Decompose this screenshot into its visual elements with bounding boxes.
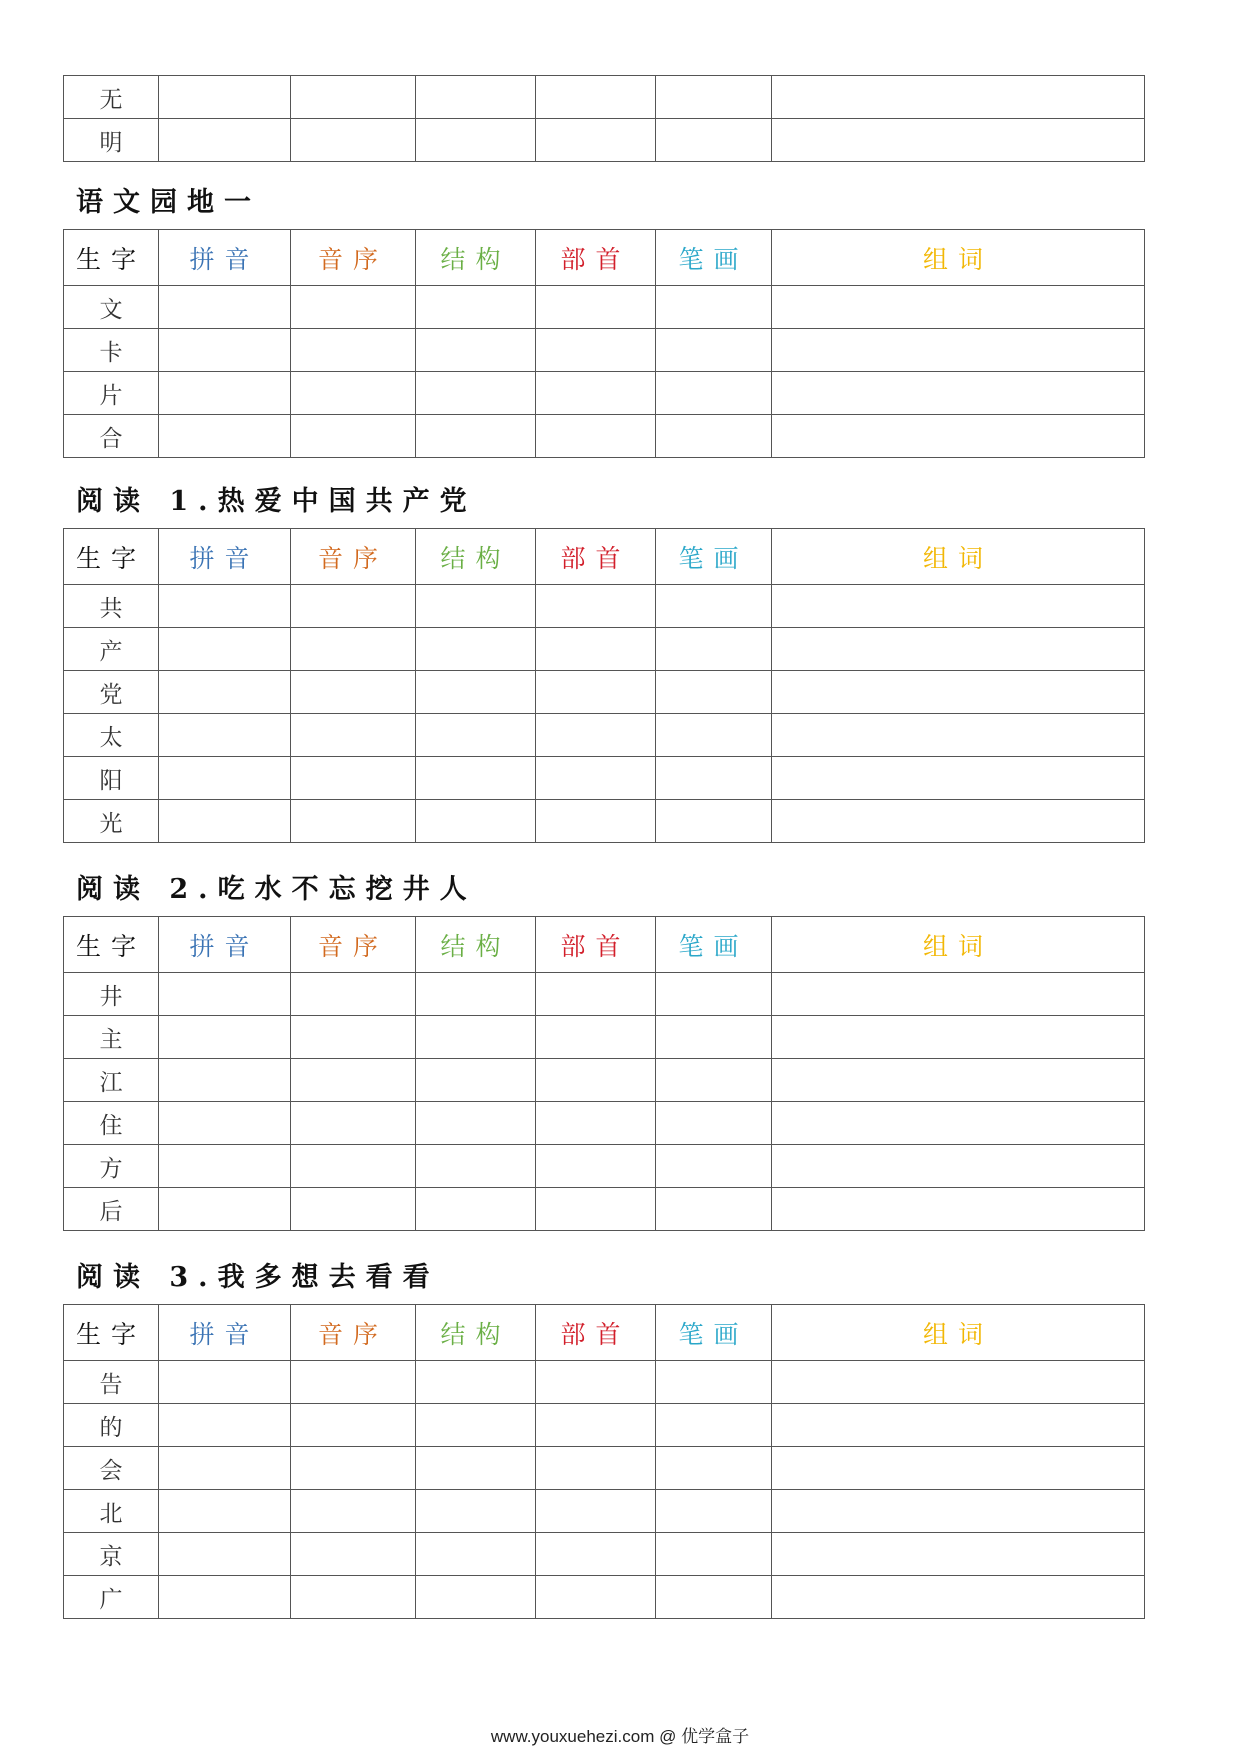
strokes-cell[interactable] [656, 1404, 772, 1447]
strokes-cell[interactable] [656, 1016, 772, 1059]
radical-cell[interactable] [536, 585, 656, 628]
radical-cell[interactable] [536, 800, 656, 843]
pinyin-cell[interactable] [159, 372, 291, 415]
structure-cell[interactable] [416, 671, 536, 714]
char-cell: 太 [64, 714, 159, 757]
structure-cell[interactable] [416, 800, 536, 843]
header-strokes: 笔画 [656, 529, 772, 585]
structure-cell[interactable] [416, 415, 536, 458]
strokes-cell[interactable] [656, 973, 772, 1016]
order-cell[interactable] [291, 1361, 416, 1404]
char-cell: 住 [64, 1102, 159, 1145]
order-cell[interactable] [291, 1404, 416, 1447]
table-row [64, 714, 1145, 757]
char-cell: 告 [64, 1361, 159, 1404]
order-cell[interactable] [291, 415, 416, 458]
char-cell: 卡 [64, 329, 159, 372]
words-cell[interactable] [772, 76, 1145, 119]
strokes-cell[interactable] [656, 757, 772, 800]
order-cell[interactable] [291, 119, 416, 162]
char-cell: 北 [64, 1490, 159, 1533]
header-pinyin: 拼音 [159, 230, 291, 286]
header-structure: 结构 [416, 529, 536, 585]
section-title: 语文园地一 [76, 187, 261, 218]
char-cell: 光 [64, 800, 159, 843]
strokes-cell[interactable] [656, 1576, 772, 1619]
pinyin-cell[interactable] [159, 1145, 291, 1188]
order-cell[interactable] [291, 628, 416, 671]
radical-cell[interactable] [536, 1361, 656, 1404]
structure-cell[interactable] [416, 1361, 536, 1404]
radical-cell[interactable] [536, 1576, 656, 1619]
words-cell[interactable] [772, 286, 1145, 329]
table-row [64, 286, 1145, 329]
section-title: 阅读 3.我多想去看看 [76, 1262, 440, 1293]
strokes-cell[interactable] [656, 1102, 772, 1145]
pinyin-cell[interactable] [159, 757, 291, 800]
structure-cell[interactable] [416, 1576, 536, 1619]
pinyin-cell[interactable] [159, 76, 291, 119]
header-radical: 部首 [536, 230, 656, 286]
order-cell[interactable] [291, 1145, 416, 1188]
words-cell[interactable] [772, 714, 1145, 757]
pinyin-cell[interactable] [159, 1188, 291, 1231]
char-cell: 井 [64, 973, 159, 1016]
pinyin-cell[interactable] [159, 1059, 291, 1102]
structure-cell[interactable] [416, 119, 536, 162]
char-table-2 [63, 916, 1145, 1231]
radical-cell[interactable] [536, 1447, 656, 1490]
words-cell[interactable] [772, 671, 1145, 714]
words-cell[interactable] [772, 1490, 1145, 1533]
header-order: 音序 [291, 1305, 416, 1361]
header-structure: 结构 [416, 1305, 536, 1361]
strokes-cell[interactable] [656, 329, 772, 372]
header-char: 生字 [64, 529, 159, 585]
strokes-cell[interactable] [656, 1059, 772, 1102]
partial-char-table [63, 75, 1145, 162]
order-cell[interactable] [291, 329, 416, 372]
table-row [64, 1016, 1145, 1059]
header-row [64, 917, 1145, 973]
strokes-cell[interactable] [656, 628, 772, 671]
radical-cell[interactable] [536, 1490, 656, 1533]
table-row [64, 757, 1145, 800]
char-table-1 [63, 528, 1145, 843]
order-cell[interactable] [291, 671, 416, 714]
radical-cell[interactable] [536, 671, 656, 714]
pinyin-cell[interactable] [159, 1404, 291, 1447]
strokes-cell[interactable] [656, 286, 772, 329]
table-row [64, 1361, 1145, 1404]
header-strokes: 笔画 [656, 1305, 772, 1361]
words-cell[interactable] [772, 1361, 1145, 1404]
char-cell: 产 [64, 628, 159, 671]
pinyin-cell[interactable] [159, 286, 291, 329]
char-cell: 广 [64, 1576, 159, 1619]
pinyin-cell[interactable] [159, 628, 291, 671]
words-cell[interactable] [772, 757, 1145, 800]
char-cell: 片 [64, 372, 159, 415]
table-row [64, 329, 1145, 372]
order-cell[interactable] [291, 372, 416, 415]
pinyin-cell[interactable] [159, 415, 291, 458]
radical-cell[interactable] [536, 1059, 656, 1102]
strokes-cell[interactable] [656, 714, 772, 757]
structure-cell[interactable] [416, 1016, 536, 1059]
order-cell[interactable] [291, 757, 416, 800]
words-cell[interactable] [772, 415, 1145, 458]
header-words: 组词 [772, 529, 1145, 585]
structure-cell[interactable] [416, 1188, 536, 1231]
order-cell[interactable] [291, 286, 416, 329]
words-cell[interactable] [772, 800, 1145, 843]
strokes-cell[interactable] [656, 1490, 772, 1533]
char-cell: 主 [64, 1016, 159, 1059]
pinyin-cell[interactable] [159, 671, 291, 714]
words-cell[interactable] [772, 1016, 1145, 1059]
header-strokes: 笔画 [656, 230, 772, 286]
footer-text: www.youxuehezi.com @ 优学盒子 [490, 1727, 750, 1746]
words-cell[interactable] [772, 1576, 1145, 1619]
table-row [64, 1533, 1145, 1576]
table-row [64, 1145, 1145, 1188]
words-cell[interactable] [772, 329, 1145, 372]
structure-cell[interactable] [416, 1533, 536, 1576]
order-cell[interactable] [291, 1490, 416, 1533]
order-cell[interactable] [291, 1188, 416, 1231]
strokes-cell[interactable] [656, 1188, 772, 1231]
table-row [64, 585, 1145, 628]
radical-cell[interactable] [536, 286, 656, 329]
strokes-cell[interactable] [656, 1447, 772, 1490]
header-strokes: 笔画 [656, 917, 772, 973]
structure-cell[interactable] [416, 1490, 536, 1533]
section-title: 阅读 2.吃水不忘挖井人 [76, 874, 477, 905]
table-row [64, 1447, 1145, 1490]
structure-cell[interactable] [416, 1404, 536, 1447]
radical-cell[interactable] [536, 757, 656, 800]
order-cell[interactable] [291, 800, 416, 843]
order-cell[interactable] [291, 1016, 416, 1059]
words-cell[interactable] [772, 585, 1145, 628]
structure-cell[interactable] [416, 973, 536, 1016]
char-table-3 [63, 1304, 1145, 1619]
char-cell: 共 [64, 585, 159, 628]
header-order: 音序 [291, 529, 416, 585]
header-char: 生字 [64, 230, 159, 286]
radical-cell[interactable] [536, 973, 656, 1016]
table-row [64, 1490, 1145, 1533]
header-radical: 部首 [536, 1305, 656, 1361]
radical-cell[interactable] [536, 119, 656, 162]
structure-cell[interactable] [416, 372, 536, 415]
words-cell[interactable] [772, 1188, 1145, 1231]
structure-cell[interactable] [416, 329, 536, 372]
order-cell[interactable] [291, 1102, 416, 1145]
char-cell: 无 [64, 76, 159, 119]
table-row [64, 415, 1145, 458]
table-row [64, 628, 1145, 671]
header-words: 组词 [772, 1305, 1145, 1361]
header-pinyin: 拼音 [159, 917, 291, 973]
header-row [64, 230, 1145, 286]
pinyin-cell[interactable] [159, 329, 291, 372]
header-char: 生字 [64, 1305, 159, 1361]
char-cell: 后 [64, 1188, 159, 1231]
order-cell[interactable] [291, 585, 416, 628]
table-row [64, 76, 1145, 119]
table-row [64, 1576, 1145, 1619]
char-cell: 会 [64, 1447, 159, 1490]
strokes-cell[interactable] [656, 119, 772, 162]
structure-cell[interactable] [416, 714, 536, 757]
strokes-cell[interactable] [656, 1533, 772, 1576]
char-cell: 京 [64, 1533, 159, 1576]
strokes-cell[interactable] [656, 1145, 772, 1188]
pinyin-cell[interactable] [159, 1447, 291, 1490]
char-cell: 党 [64, 671, 159, 714]
pinyin-cell[interactable] [159, 1533, 291, 1576]
strokes-cell[interactable] [656, 76, 772, 119]
radical-cell[interactable] [536, 714, 656, 757]
structure-cell[interactable] [416, 757, 536, 800]
strokes-cell[interactable] [656, 800, 772, 843]
header-pinyin: 拼音 [159, 1305, 291, 1361]
radical-cell[interactable] [536, 1404, 656, 1447]
header-structure: 结构 [416, 917, 536, 973]
words-cell[interactable] [772, 973, 1145, 1016]
pinyin-cell[interactable] [159, 973, 291, 1016]
pinyin-cell[interactable] [159, 1361, 291, 1404]
header-row [64, 529, 1145, 585]
header-row [64, 1305, 1145, 1361]
table-row [64, 372, 1145, 415]
header-words: 组词 [772, 230, 1145, 286]
words-cell[interactable] [772, 1533, 1145, 1576]
pinyin-cell[interactable] [159, 800, 291, 843]
radical-cell[interactable] [536, 76, 656, 119]
pinyin-cell[interactable] [159, 1576, 291, 1619]
radical-cell[interactable] [536, 1533, 656, 1576]
table-row [64, 1188, 1145, 1231]
words-cell[interactable] [772, 628, 1145, 671]
strokes-cell[interactable] [656, 1361, 772, 1404]
char-cell: 阳 [64, 757, 159, 800]
char-cell: 方 [64, 1145, 159, 1188]
structure-cell[interactable] [416, 1102, 536, 1145]
table-row [64, 119, 1145, 162]
order-cell[interactable] [291, 714, 416, 757]
table-row [64, 973, 1145, 1016]
words-cell[interactable] [772, 119, 1145, 162]
words-cell[interactable] [772, 1102, 1145, 1145]
pinyin-cell[interactable] [159, 1490, 291, 1533]
radical-cell[interactable] [536, 1016, 656, 1059]
table-row [64, 671, 1145, 714]
radical-cell[interactable] [536, 415, 656, 458]
header-radical: 部首 [536, 917, 656, 973]
words-cell[interactable] [772, 1145, 1145, 1188]
structure-cell[interactable] [416, 286, 536, 329]
header-order: 音序 [291, 917, 416, 973]
header-order: 音序 [291, 230, 416, 286]
char-cell: 文 [64, 286, 159, 329]
words-cell[interactable] [772, 1059, 1145, 1102]
strokes-cell[interactable] [656, 671, 772, 714]
char-cell: 的 [64, 1404, 159, 1447]
words-cell[interactable] [772, 1447, 1145, 1490]
radical-cell[interactable] [536, 329, 656, 372]
pinyin-cell[interactable] [159, 1102, 291, 1145]
structure-cell[interactable] [416, 1447, 536, 1490]
strokes-cell[interactable] [656, 372, 772, 415]
pinyin-cell[interactable] [159, 714, 291, 757]
order-cell[interactable] [291, 1576, 416, 1619]
table-row [64, 800, 1145, 843]
pinyin-cell[interactable] [159, 1016, 291, 1059]
structure-cell[interactable] [416, 1145, 536, 1188]
radical-cell[interactable] [536, 628, 656, 671]
order-cell[interactable] [291, 1447, 416, 1490]
words-cell[interactable] [772, 372, 1145, 415]
strokes-cell[interactable] [656, 585, 772, 628]
section-title: 阅读 1.热爱中国共产党 [76, 486, 477, 517]
radical-cell[interactable] [536, 1188, 656, 1231]
header-words: 组词 [772, 917, 1145, 973]
radical-cell[interactable] [536, 1145, 656, 1188]
order-cell[interactable] [291, 1059, 416, 1102]
char-cell: 合 [64, 415, 159, 458]
pinyin-cell[interactable] [159, 585, 291, 628]
structure-cell[interactable] [416, 628, 536, 671]
order-cell[interactable] [291, 76, 416, 119]
table-row [64, 1404, 1145, 1447]
words-cell[interactable] [772, 1404, 1145, 1447]
table-row [64, 1102, 1145, 1145]
pinyin-cell[interactable] [159, 119, 291, 162]
table-row [64, 1059, 1145, 1102]
header-pinyin: 拼音 [159, 529, 291, 585]
structure-cell[interactable] [416, 76, 536, 119]
char-cell: 明 [64, 119, 159, 162]
radical-cell[interactable] [536, 1102, 656, 1145]
header-structure: 结构 [416, 230, 536, 286]
header-radical: 部首 [536, 529, 656, 585]
order-cell[interactable] [291, 973, 416, 1016]
char-cell: 江 [64, 1059, 159, 1102]
order-cell[interactable] [291, 1533, 416, 1576]
char-table-0 [63, 229, 1145, 458]
header-char: 生字 [64, 917, 159, 973]
structure-cell[interactable] [416, 1059, 536, 1102]
radical-cell[interactable] [536, 372, 656, 415]
strokes-cell[interactable] [656, 415, 772, 458]
structure-cell[interactable] [416, 585, 536, 628]
